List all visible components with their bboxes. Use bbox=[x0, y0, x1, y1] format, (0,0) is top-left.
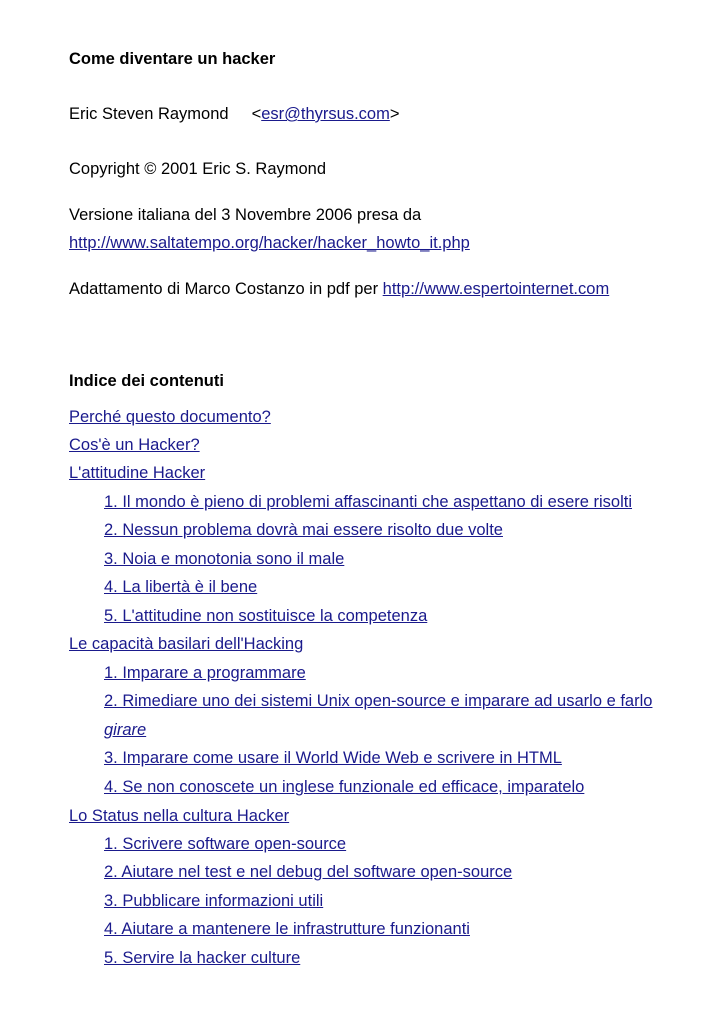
toc-subitem-skills-2[interactable]: 2. Rimediare uno dei sistemi Unix open-source e imparare ad usarlo e farlo bbox=[104, 692, 653, 710]
toc-subitem-status-5[interactable]: 5. Servire la hacker culture bbox=[104, 949, 301, 967]
toc-subitem-attitude-4[interactable]: 4. La libertà è il bene bbox=[104, 578, 258, 596]
email-bracket-open: < bbox=[251, 105, 262, 123]
toc-item-cose-un-hacker[interactable]: Cos'è un Hacker? bbox=[69, 436, 200, 454]
adaptation-line bbox=[69, 279, 609, 299]
toc-subitem-skills-3[interactable]: 3. Imparare come usare il World Wide Web e scrivere in HTML bbox=[104, 749, 562, 767]
toc-subitem-attitude-1[interactable]: 1. Il mondo è pieno di problemi affascinanti che aspettano di esere risolti bbox=[104, 493, 633, 511]
version-line: Versione italiana del 3 Novembre 2006 presa da bbox=[69, 206, 422, 224]
toc-item-attitudine[interactable]: L'attitudine Hacker bbox=[69, 464, 206, 482]
toc-subitem-status-1[interactable]: 1. Scrivere software open-source bbox=[104, 835, 347, 853]
version-source-link[interactable]: http://www.saltatempo.org/hacker/hacker_howto_it.php bbox=[69, 234, 470, 252]
toc-subitem-status-4[interactable]: 4. Aiutare a mantenere le infrastrutture funzionanti bbox=[104, 920, 470, 938]
author-email-link[interactable]: esr@thyrsus.com bbox=[261, 105, 390, 123]
toc-subitem-skills-4[interactable]: 4. Se non conoscete un inglese funzionale ed efficace, imparatelo bbox=[104, 778, 585, 796]
author-name: Eric Steven Raymond bbox=[69, 105, 229, 123]
version-url-line bbox=[69, 233, 470, 253]
author-line bbox=[69, 104, 399, 124]
toc-item-capacita[interactable]: Le capacità basilari dell'Hacking bbox=[69, 635, 304, 653]
toc-subitem-attitude-5[interactable]: 5. L'attitudine non sostituisce la competenza bbox=[104, 607, 428, 625]
toc-subitem-status-2[interactable]: 2. Aiutare nel test e nel debug del software open-source bbox=[104, 863, 513, 881]
toc-subitem-status-3[interactable]: 3. Pubblicare informazioni utili bbox=[104, 892, 324, 910]
adaptation-text: Adattamento di Marco Costanzo in pdf per bbox=[69, 280, 383, 298]
copyright-line: Copyright © 2001 Eric S. Raymond bbox=[69, 160, 327, 178]
toc-subitem-attitude-2[interactable]: 2. Nessun problema dovrà mai essere risolto due volte bbox=[104, 521, 503, 539]
toc-item-perche[interactable]: Perché questo documento? bbox=[69, 408, 271, 426]
document-title: Come diventare un hacker bbox=[69, 50, 276, 68]
toc-heading: Indice dei contenuti bbox=[69, 372, 224, 390]
toc-subitem-skills-1[interactable]: 1. Imparare a programmare bbox=[104, 664, 306, 682]
toc-subitem-attitude-3[interactable]: 3. Noia e monotonia sono il male bbox=[104, 550, 345, 568]
toc-item-status[interactable]: Lo Status nella cultura Hacker bbox=[69, 807, 290, 825]
espertointernet-link[interactable]: http://www.espertointernet.com bbox=[382, 280, 610, 298]
toc-subitem-skills-2-cont[interactable]: girare bbox=[104, 721, 147, 739]
email-bracket-close: > bbox=[389, 105, 400, 123]
